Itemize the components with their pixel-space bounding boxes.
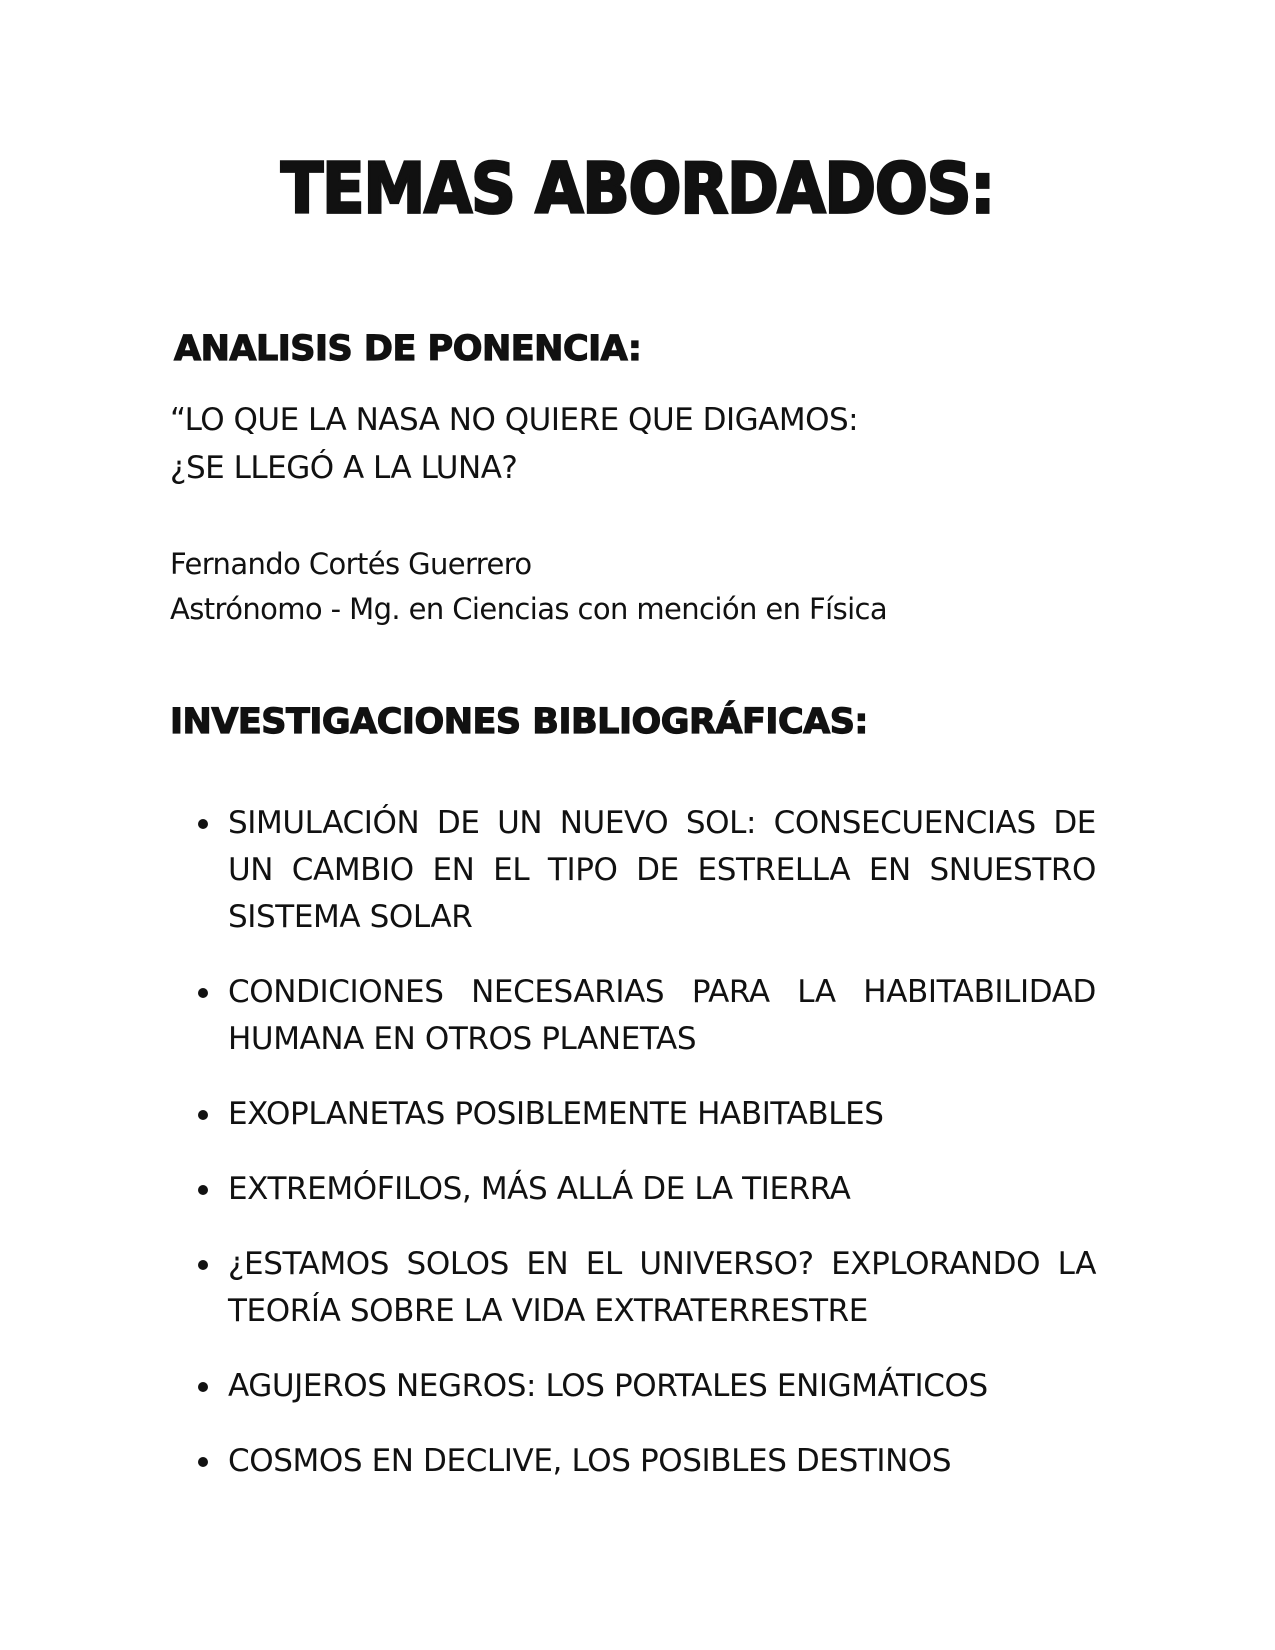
talk-title [170,396,858,492]
list-item-text: SIMULACIÓN DE UN NUEVO SOL: CONSECUENCIAS DE UN CAMBIO EN EL TIPO DE ESTRELLA EN SNUESTRO SISTEMA SOLAR [228,805,1096,935]
bullet-icon [198,1185,208,1195]
talk-title-line-1: “LO QUE LA NASA NO QUIERE QUE DIGAMOS: [170,402,859,438]
list-item-text: ¿ESTAMOS SOLOS EN EL UNIVERSO? EXPLORANDO LA TEORÍA SOBRE LA VIDA EXTRATERRESTRE [228,1246,1096,1329]
list-item-text: CONDICIONES NECESARIAS PARA LA HABITABILIDAD HUMANA EN OTROS PLANETAS [228,974,1096,1057]
bullet-icon [198,819,208,829]
bullet-icon [198,1382,208,1392]
list-item [228,800,1096,941]
speaker-info [170,542,887,632]
speaker-role: Astrónomo - Mg. en Ciencias con mención en Física [170,592,888,626]
talk-title-line-2: ¿SE LLEGÓ A LA LUNA? [170,450,518,486]
list-item-text: COSMOS EN DECLIVE, LOS POSIBLES DESTINOS [228,1443,952,1479]
list-item [228,1241,1096,1335]
bullet-icon [198,1457,208,1467]
list-item-text: EXOPLANETAS POSIBLEMENTE HABITABLES [228,1096,884,1132]
page-title: TEMAS ABORDADOS: [280,147,995,230]
list-item-text: EXTREMÓFILOS, MÁS ALLÁ DE LA TIERRA [228,1171,851,1207]
list-item-text: AGUJEROS NEGROS: LOS PORTALES ENIGMÁTICOS [228,1368,988,1404]
bullet-icon [198,1260,208,1270]
list-item [228,1438,1096,1485]
speaker-name: Fernando Cortés Guerrero [170,547,532,581]
section-heading-investigaciones: INVESTIGACIONES BIBLIOGRÁFICAS: [170,702,868,742]
bullet-icon [198,1110,208,1120]
section-heading-analisis: ANALISIS DE PONENCIA: [174,329,642,369]
bullet-icon [198,988,208,998]
list-item [228,1363,1096,1410]
topic-list [228,800,1096,1513]
list-item [228,969,1096,1063]
list-item [228,1166,1096,1213]
list-item [228,1091,1096,1138]
